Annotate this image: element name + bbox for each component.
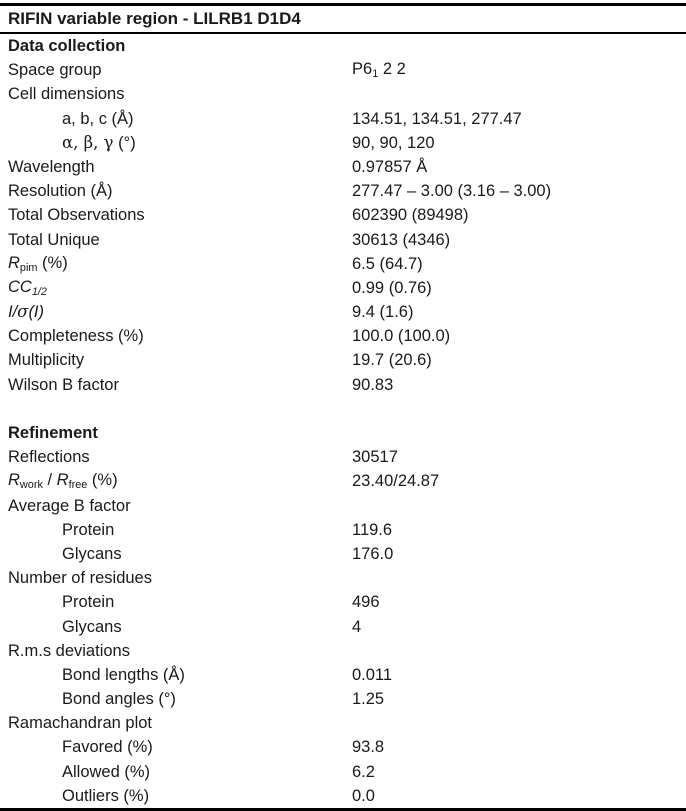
text-part: Bond angles (°) (62, 690, 176, 709)
text-part: 19.7 (20.6) (352, 351, 432, 370)
row-value (352, 107, 686, 131)
row-label (0, 518, 352, 542)
table-row (0, 735, 686, 759)
text-part: P6 (352, 60, 373, 79)
table-row (0, 82, 686, 106)
table-row (0, 179, 686, 203)
text-part: Completeness (%) (8, 327, 144, 346)
table-row (0, 203, 686, 227)
row-label (0, 179, 352, 203)
row-value (352, 203, 686, 227)
table-row (0, 228, 686, 252)
text-part: (°) (113, 133, 136, 152)
row-value (352, 445, 686, 469)
row-value (352, 735, 686, 759)
text-part: R.m.s deviations (8, 641, 130, 660)
row-value (352, 228, 686, 252)
text-part: R (8, 253, 20, 272)
row-label (0, 687, 352, 711)
row-label (0, 58, 352, 82)
text-part: 90, 90, 120 (352, 133, 435, 152)
text-part: Total Unique (8, 230, 100, 249)
row-label (0, 639, 352, 663)
section-heading: Refinement (8, 424, 98, 442)
row-value (352, 155, 686, 179)
text-part: α, β, γ (62, 132, 114, 152)
row-value (352, 542, 686, 566)
table-row (0, 711, 686, 735)
table-row (0, 445, 686, 469)
row-value (352, 276, 686, 300)
row-value (352, 300, 686, 324)
text-part: 23.40/24.87 (352, 472, 440, 491)
text-part: σ (17, 302, 29, 322)
section-spacer (0, 397, 686, 421)
text-part: Wavelength (8, 157, 95, 176)
text-part: 6.2 (352, 762, 375, 781)
text-part: Favored (%) (62, 738, 153, 757)
table-row (0, 639, 686, 663)
row-label (0, 324, 352, 348)
row-value (352, 252, 686, 276)
text-part: Number of residues (8, 569, 152, 588)
text-part: 496 (352, 593, 380, 612)
table-row (0, 469, 686, 493)
text-part: Glycans (62, 544, 122, 563)
row-label (0, 155, 352, 179)
row-value (352, 469, 686, 493)
table-row (0, 131, 686, 155)
row-label (0, 784, 352, 808)
text-part: Ramachandran plot (8, 714, 153, 733)
text-part: 6.5 (64.7) (352, 254, 423, 273)
row-label (0, 735, 352, 759)
row-value (352, 57, 686, 83)
row-label (0, 107, 352, 131)
row-label (0, 711, 352, 735)
text-part: 30613 (4346) (352, 230, 451, 249)
row-label (0, 445, 352, 469)
row-label (0, 82, 352, 106)
row-label (0, 590, 352, 614)
table-row (0, 107, 686, 131)
row-value (352, 518, 686, 542)
row-value (352, 131, 686, 155)
text-part: (I) (28, 303, 45, 322)
table-row (0, 494, 686, 518)
text-part: Space group (8, 61, 102, 80)
table-row (0, 518, 686, 542)
text-part: 119.6 (352, 520, 393, 539)
text-part: CC (8, 277, 32, 296)
text-part: 2 2 (378, 60, 406, 79)
row-label (0, 251, 352, 277)
text-part: free (68, 479, 88, 492)
bottom-rule (0, 808, 686, 811)
text-part: 93.8 (352, 738, 385, 757)
row-label (0, 300, 352, 324)
table-body (0, 34, 686, 808)
table-row (0, 58, 686, 82)
text-part: Protein (62, 593, 115, 612)
text-part: 30517 (352, 448, 398, 467)
row-label (0, 542, 352, 566)
text-part: work (19, 479, 43, 492)
text-part: 4 (352, 617, 362, 636)
row-label (0, 373, 352, 397)
row-label (0, 203, 352, 227)
table-row (0, 784, 686, 808)
text-part: 1.25 (352, 690, 385, 709)
row-label (0, 348, 352, 372)
text-part: Glycans (62, 617, 122, 636)
text-part: Cell dimensions (8, 85, 125, 104)
text-part: R (56, 471, 69, 490)
row-label (0, 760, 352, 784)
row-value (352, 179, 686, 203)
text-part: Reflections (8, 448, 90, 467)
table-row (0, 687, 686, 711)
text-part: 90.83 (352, 375, 394, 394)
row-value (352, 687, 686, 711)
row-label (0, 275, 352, 301)
text-part: Resolution (Å) (8, 182, 113, 201)
section-heading: Data collection (8, 37, 126, 55)
table-row (0, 373, 686, 397)
table-row (0, 590, 686, 614)
table-row (0, 276, 686, 300)
table-row (0, 615, 686, 639)
text-part: 9.4 (1.6) (352, 303, 414, 322)
row-value (352, 348, 686, 372)
text-part: 0.011 (352, 665, 393, 684)
row-label (0, 494, 352, 518)
text-part: a, b, c (Å) (62, 109, 134, 128)
row-label (0, 228, 352, 252)
text-part: 100.0 (100.0) (352, 327, 451, 346)
row-value (352, 760, 686, 784)
row-value (352, 784, 686, 808)
table-row (0, 252, 686, 276)
row-label (0, 663, 352, 687)
text-part: / (42, 471, 57, 490)
text-part: Bond lengths (Å) (62, 665, 185, 684)
text-part: pim (19, 261, 38, 274)
row-label (0, 566, 352, 590)
text-part: Multiplicity (8, 351, 85, 370)
text-part: 602390 (89498) (352, 206, 469, 225)
text-part: 277.47 – 3.00 (3.16 – 3.00) (352, 182, 552, 201)
text-part: (%) (37, 253, 68, 272)
text-part: R (8, 471, 20, 490)
row-value (352, 663, 686, 687)
text-part: Protein (62, 520, 115, 539)
text-part: I/ (8, 303, 18, 322)
text-part: Total Observations (8, 206, 145, 225)
text-part: 134.51, 134.51, 277.47 (352, 109, 522, 128)
table-row (0, 760, 686, 784)
text-part: 0.97857 Å (352, 157, 428, 176)
row-label (0, 468, 352, 494)
table-row (0, 542, 686, 566)
text-part: 1 (372, 68, 379, 81)
table-title: RIFIN variable region - LILRB1 D1D4 (8, 8, 301, 28)
table-row (0, 663, 686, 687)
text-part: 0.99 (0.76) (352, 278, 432, 297)
row-label (0, 131, 352, 155)
text-part: 176.0 (352, 544, 394, 563)
row-label (0, 615, 352, 639)
text-part: 0.0 (352, 786, 375, 805)
row-value (352, 324, 686, 348)
table-row (0, 300, 686, 324)
text-part: 1/2 (31, 285, 47, 298)
text-part: Wilson B factor (8, 375, 119, 394)
row-value (352, 590, 686, 614)
row-value (352, 615, 686, 639)
table-row (0, 566, 686, 590)
text-part: Allowed (%) (62, 762, 151, 781)
text-part: Average B factor (8, 496, 131, 515)
table-row (0, 155, 686, 179)
table-row (0, 324, 686, 348)
table-row (0, 348, 686, 372)
text-part: (%) (87, 471, 118, 490)
row-value (352, 373, 686, 397)
text-part: Outliers (%) (62, 786, 150, 805)
